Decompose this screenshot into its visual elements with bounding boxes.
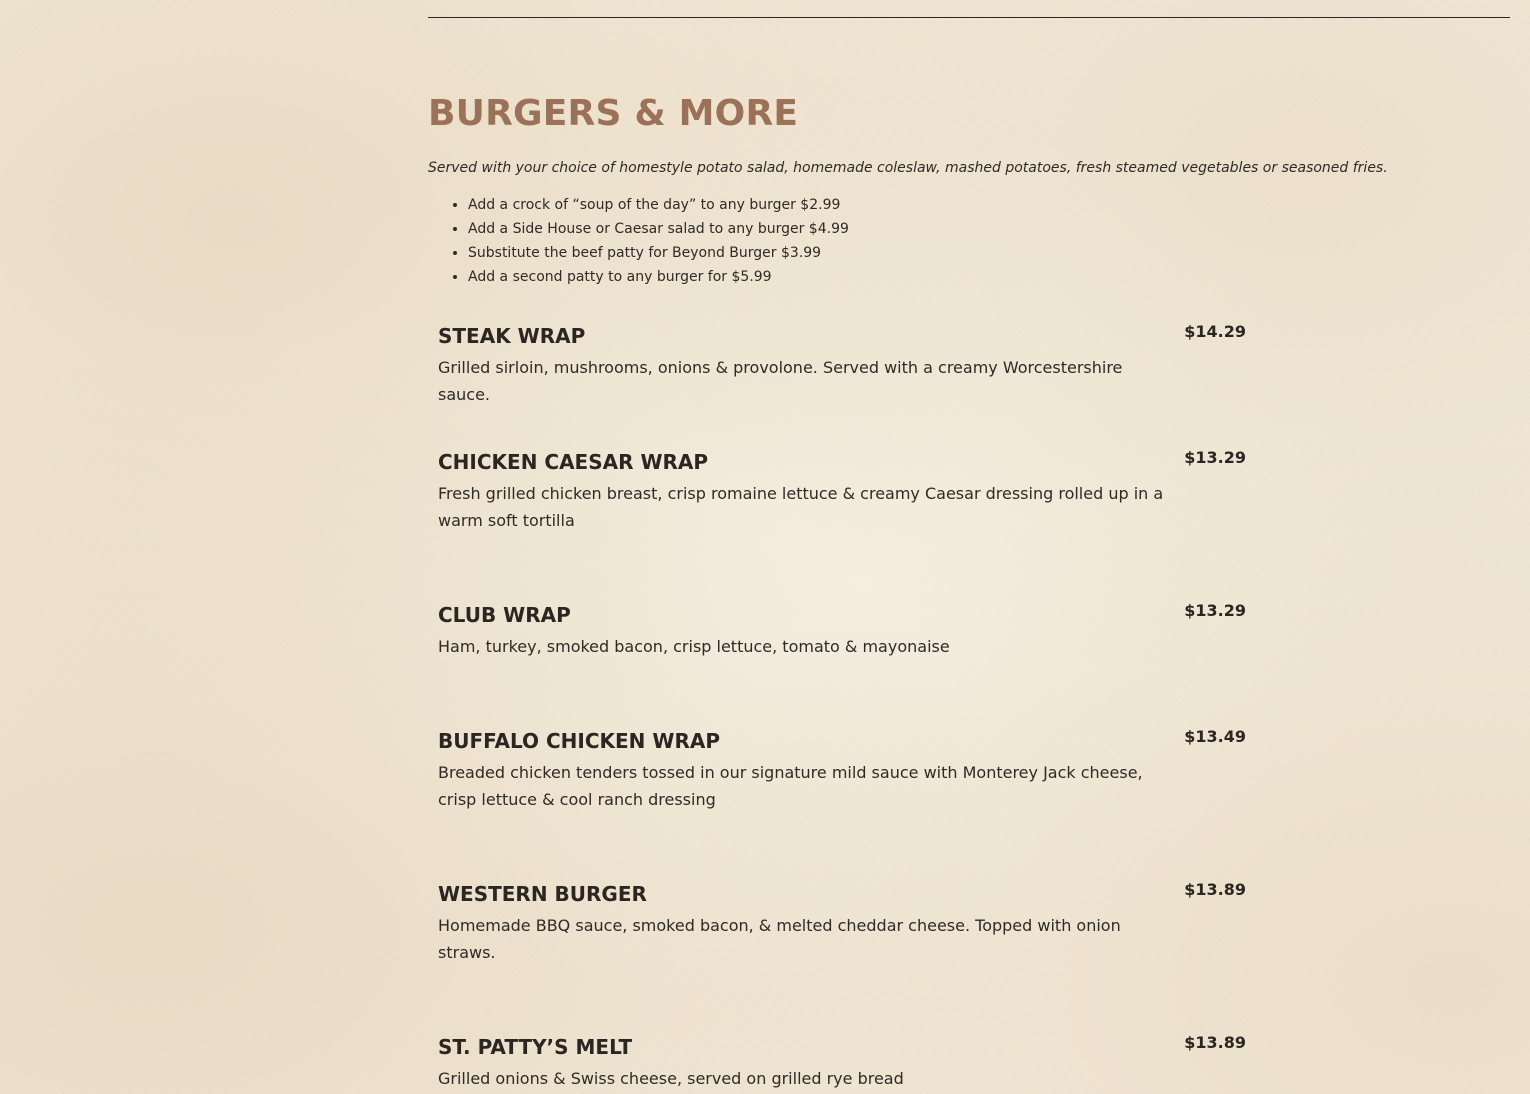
addon-item: • Add a crock of “soup of the day” to any burger $2.99	[468, 193, 1428, 217]
menu-item-club-wrap	[438, 601, 1248, 660]
menu-item-price: $13.89	[1184, 880, 1246, 899]
section-divider	[428, 17, 1510, 18]
menu-item-name: CLUB WRAP	[438, 603, 571, 627]
menu-item-price: $14.29	[1184, 322, 1246, 341]
menu-item-description: Grilled onions & Swiss cheese, served on grilled rye bread	[438, 1069, 904, 1088]
menu-item-price: $13.29	[1184, 448, 1246, 467]
menu-item-name: ST. PATTY’S MELT	[438, 1035, 633, 1059]
addon-list	[428, 193, 1428, 289]
burgers-section	[428, 90, 1428, 289]
menu-item-name: STEAK WRAP	[438, 324, 586, 348]
menu-item-st-pattys-melt	[438, 1033, 1248, 1092]
menu-item-buffalo-chicken-wrap	[438, 727, 1248, 813]
menu-item-description: Breaded chicken tenders tossed in our signature mild sauce with Monterey Jack cheese, crisp lettuce & cool ranch dressing	[438, 763, 1143, 809]
menu-item-chicken-caesar-wrap	[438, 448, 1248, 534]
menu-item-description: Grilled sirloin, mushrooms, onions & provolone. Served with a creamy Worcestershire sauce.	[438, 358, 1123, 404]
addon-item: • Add a second patty to any burger for $5.99	[468, 265, 1428, 289]
addon-item: • Add a Side House or Caesar salad to any burger $4.99	[468, 217, 1428, 241]
menu-item-description: Fresh grilled chicken breast, crisp romaine lettuce & creamy Caesar dressing rolled up in a warm soft tortilla	[438, 484, 1164, 530]
addon-item: • Substitute the beef patty for Beyond Burger $3.99	[468, 241, 1428, 265]
menu-item-price: $13.49	[1184, 727, 1246, 746]
menu-item-price: $13.89	[1184, 1033, 1246, 1052]
menu-item-name: WESTERN BURGER	[438, 882, 647, 906]
menu-item-description: Ham, turkey, smoked bacon, crisp lettuce, tomato & mayonaise	[438, 637, 950, 656]
menu-item-name: BUFFALO CHICKEN WRAP	[438, 729, 720, 753]
menu-item-description: Homemade BBQ sauce, smoked bacon, & melted cheddar cheese. Topped with onion straws.	[438, 916, 1121, 962]
section-note: Served with your choice of homestyle potato salad, homemade coleslaw, mashed potatoes, fresh steamed vegetables or seasoned fries.	[428, 160, 1388, 176]
menu-item-western-burger	[438, 880, 1248, 966]
menu-item-steak-wrap	[438, 322, 1248, 408]
section-title: BURGERS & MORE	[428, 93, 799, 134]
menu-item-name: CHICKEN CAESAR WRAP	[438, 450, 709, 474]
menu-item-price: $13.29	[1184, 601, 1246, 620]
